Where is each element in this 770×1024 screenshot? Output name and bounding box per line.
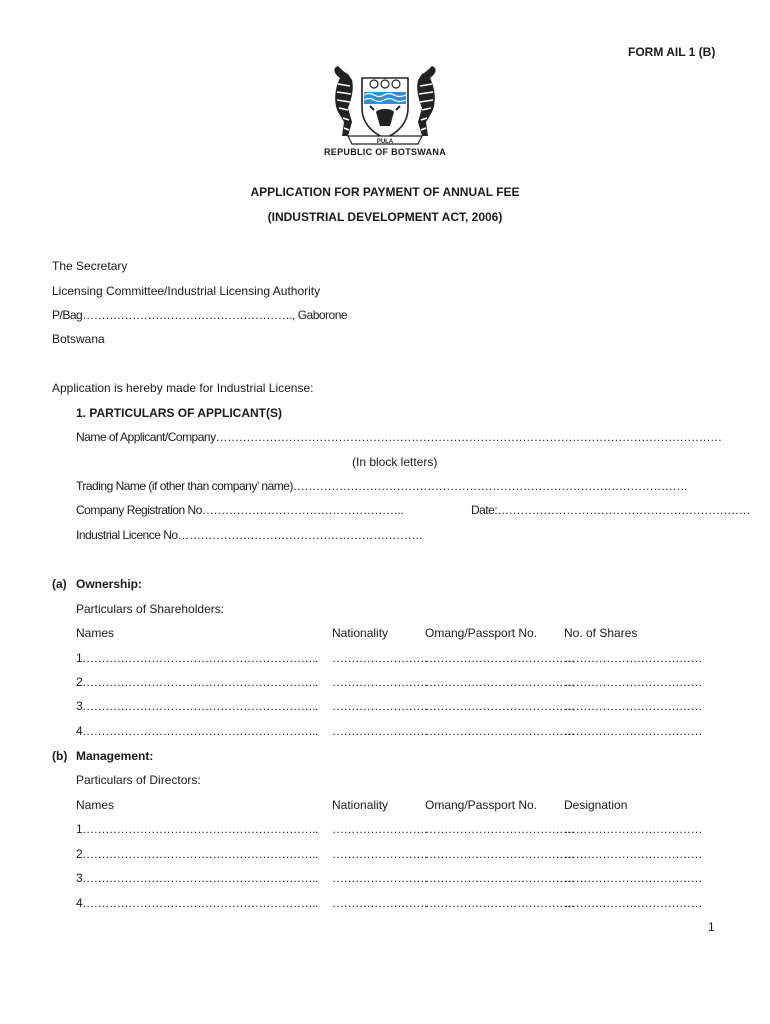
director-passport-field[interactable]: ………………………………… — [425, 896, 575, 910]
director-designation-field[interactable]: ……………………………… — [564, 847, 702, 861]
director-name-field[interactable]: 1…………………………………………………….. — [76, 822, 318, 836]
director-nationality-field[interactable]: ……………………. — [332, 847, 427, 861]
shareholder-name-field[interactable]: 4…………………………………………………….. — [76, 724, 318, 738]
ownership-heading: Ownership: — [76, 577, 143, 591]
address-line: Licensing Committee/Industrial Licensing Authority — [52, 284, 321, 298]
director-passport-field[interactable]: ………………………………… — [425, 871, 575, 885]
directors-subheading: Particulars of Directors: — [76, 773, 201, 787]
shareholder-shares-field[interactable]: ……………………………… — [564, 699, 702, 713]
shareholder-name-field[interactable]: 3…………………………………………………….. — [76, 699, 318, 713]
address-line: P/Bag………………………………………………., Gaborone — [52, 308, 348, 322]
shareholder-passport-field[interactable]: ………………………………… — [425, 699, 575, 713]
intro-text: Application is hereby made for Industrial License: — [52, 381, 314, 395]
page-number: 1 — [708, 920, 715, 934]
svg-text:PULA: PULA — [376, 139, 394, 145]
column-header-shares: No. of Shares — [564, 626, 638, 640]
shareholder-name-field[interactable]: 1…………………………………………………….. — [76, 651, 318, 665]
director-passport-field[interactable]: ………………………………… — [425, 822, 575, 836]
column-header-designation: Designation — [564, 798, 628, 812]
shareholder-nationality-field[interactable]: ……………………. — [332, 675, 427, 689]
applicant-name-field[interactable]: Name of Applicant/Company…………………………………………………………………………………………………………………… — [76, 430, 722, 444]
shareholders-subheading: Particulars of Shareholders: — [76, 602, 225, 616]
column-header-nationality: Nationality — [332, 798, 389, 812]
section-heading: 1. PARTICULARS OF APPLICANT(S) — [76, 406, 282, 420]
shareholder-shares-field[interactable]: ……………………………… — [564, 724, 702, 738]
shareholder-nationality-field[interactable]: ……………………. — [332, 724, 427, 738]
trading-name-field[interactable]: Trading Name (if other than company’ name)…………………………………………………………………………………………. — [76, 479, 687, 493]
address-line: The Secretary — [52, 259, 128, 273]
director-name-field[interactable]: 3…………………………………………………….. — [76, 871, 318, 885]
director-name-field[interactable]: 2…………………………………………………….. — [76, 847, 318, 861]
shareholder-passport-field[interactable]: ………………………………… — [425, 651, 575, 665]
coat-of-arms-icon — [318, 64, 452, 148]
director-passport-field[interactable]: ………………………………… — [425, 847, 575, 861]
column-header-passport: Omang/Passport No. — [425, 798, 538, 812]
date-field[interactable]: Date:………………………………………………………… — [471, 503, 751, 517]
title-line-1: APPLICATION FOR PAYMENT OF ANNUAL FEE — [250, 185, 520, 199]
shareholder-nationality-field[interactable]: ……………………. — [332, 699, 427, 713]
director-nationality-field[interactable]: ……………………. — [332, 871, 427, 885]
shareholder-passport-field[interactable]: ………………………………… — [425, 724, 575, 738]
management-heading: Management: — [76, 749, 154, 763]
form-id: FORM AIL 1 (B) — [628, 45, 716, 59]
company-registration-field[interactable]: Company Registration No…………………………………………….. — [76, 503, 404, 517]
column-header-names: Names — [76, 798, 115, 812]
industrial-licence-field[interactable]: Industrial Licence No………………………………………………………. — [76, 528, 422, 542]
title-line-2: (INDUSTRIAL DEVELOPMENT ACT, 2006) — [267, 210, 503, 224]
shareholder-shares-field[interactable]: ……………………………… — [564, 675, 702, 689]
shareholder-nationality-field[interactable]: ……………………. — [332, 651, 427, 665]
director-designation-field[interactable]: ……………………………… — [564, 871, 702, 885]
director-nationality-field[interactable]: ……………………. — [332, 896, 427, 910]
director-nationality-field[interactable]: ……………………. — [332, 822, 427, 836]
emblem-caption: REPUBLIC OF BOTSWANA — [324, 147, 446, 157]
shareholder-passport-field[interactable]: ………………………………… — [425, 675, 575, 689]
column-header-nationality: Nationality — [332, 626, 389, 640]
director-designation-field[interactable]: ……………………………… — [564, 822, 702, 836]
block-letters-note: (In block letters) — [352, 455, 438, 469]
column-header-passport: Omang/Passport No. — [425, 626, 538, 640]
address-line: Botswana — [52, 332, 105, 346]
management-marker: (b) — [52, 749, 68, 763]
shareholder-shares-field[interactable]: ……………………………… — [564, 651, 702, 665]
director-name-field[interactable]: 4…………………………………………………….. — [76, 896, 318, 910]
director-designation-field[interactable]: ……………………………… — [564, 896, 702, 910]
shareholder-name-field[interactable]: 2…………………………………………………….. — [76, 675, 318, 689]
column-header-names: Names — [76, 626, 115, 640]
ownership-marker: (a) — [52, 577, 67, 591]
